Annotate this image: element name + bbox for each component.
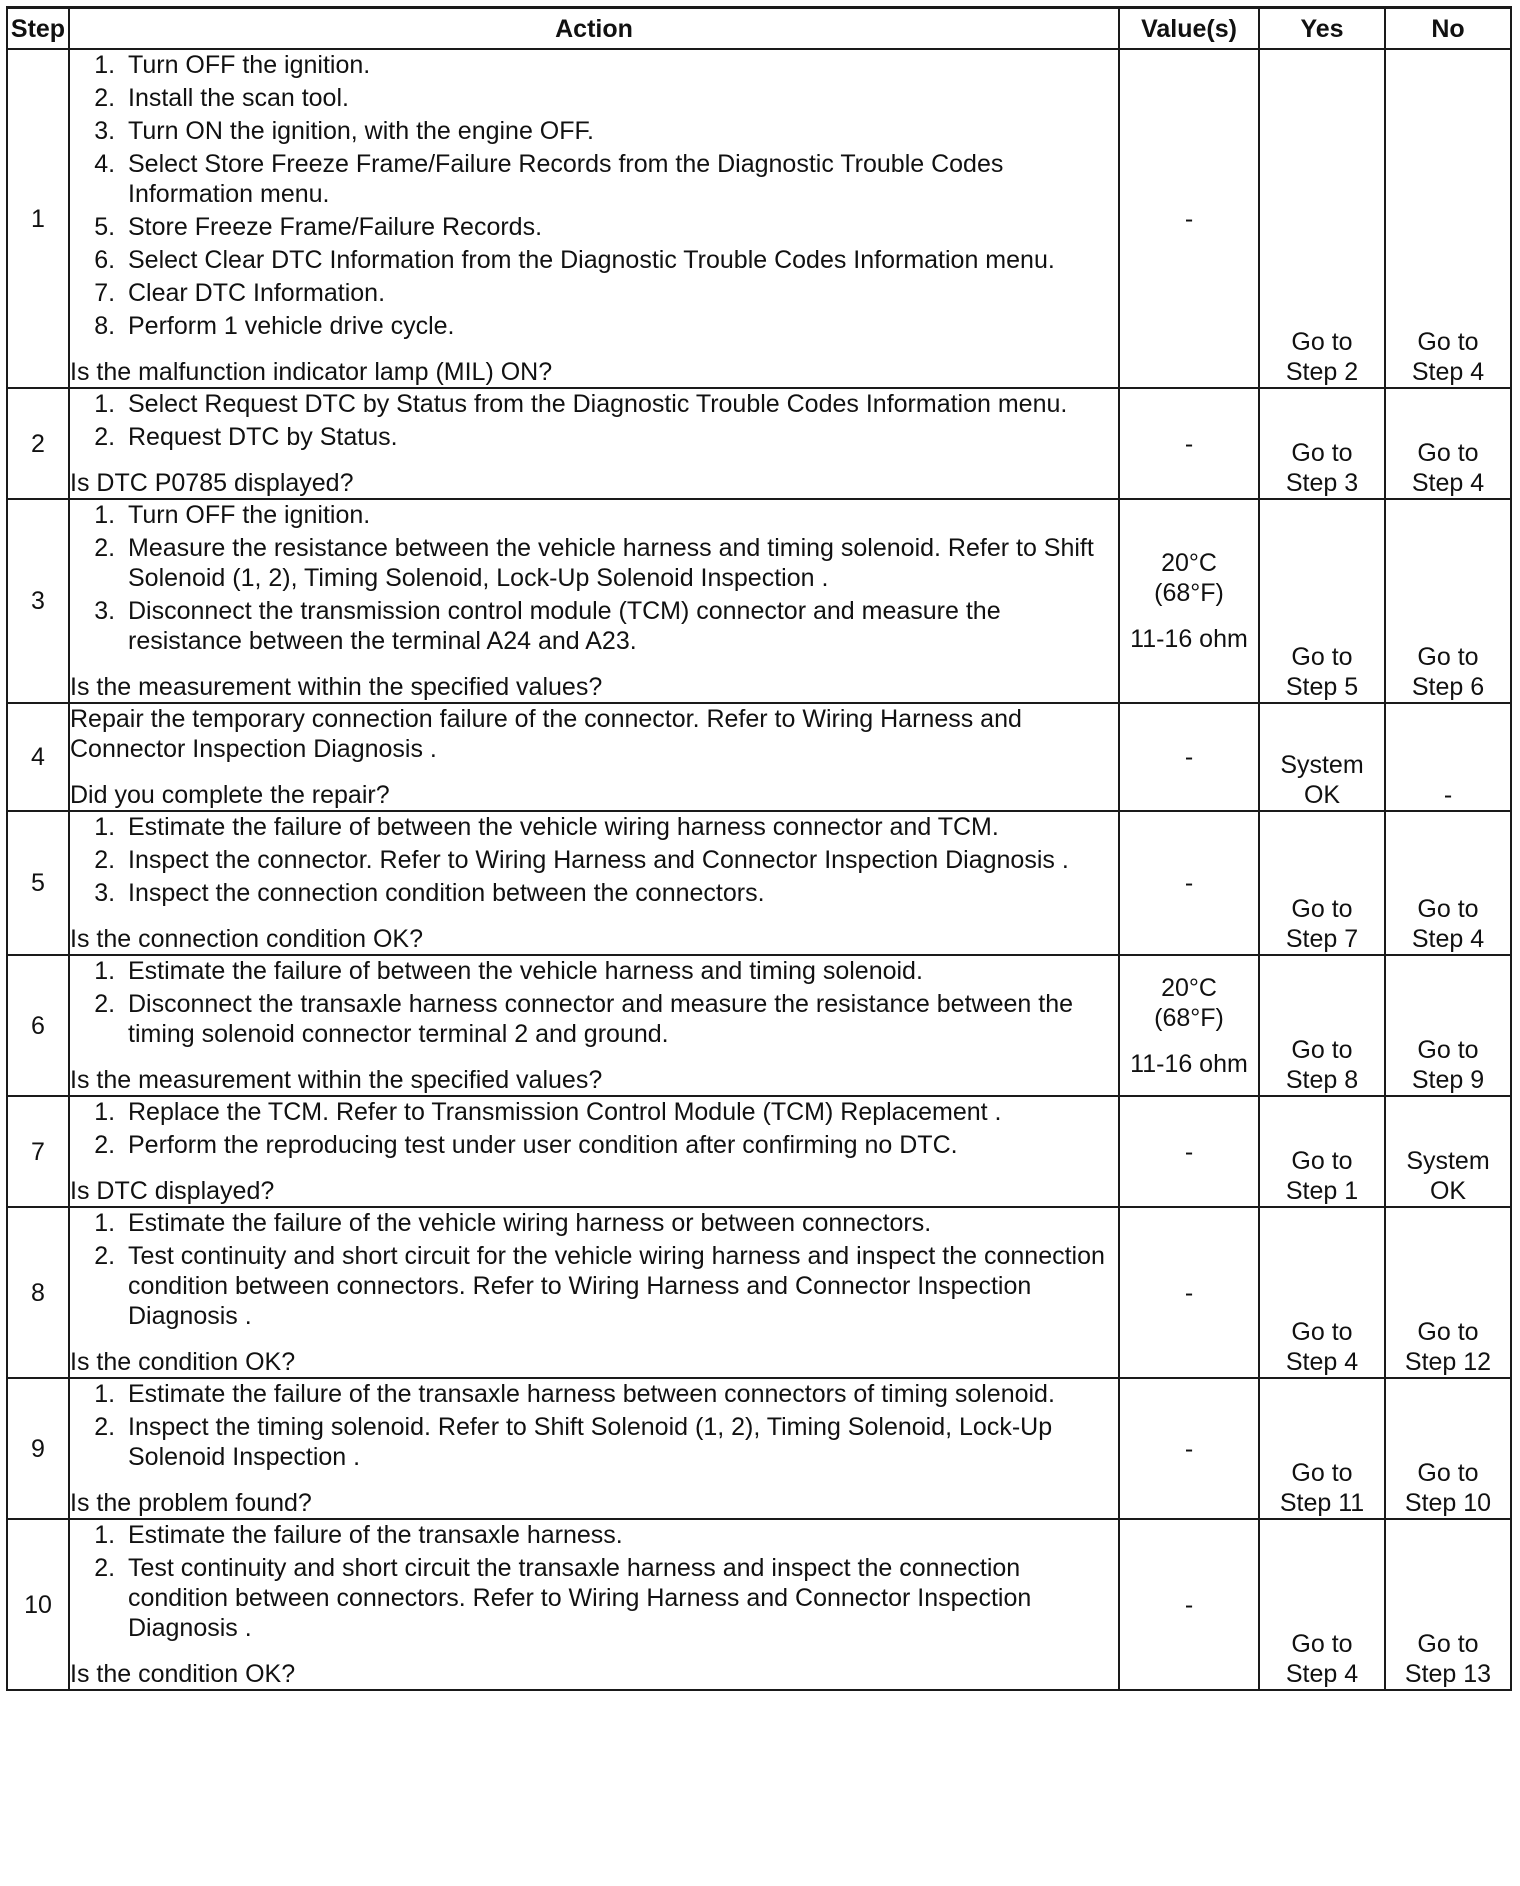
header-row xyxy=(7,8,1511,50)
no-cell xyxy=(1385,388,1511,499)
action-item: 1. Select Request DTC by Status from the Diagnostic Trouble Codes Information menu. xyxy=(122,389,1118,419)
yes-step: Step 11 xyxy=(1279,1489,1365,1517)
value-temp-c: 20°C xyxy=(1161,549,1217,577)
table-row xyxy=(7,499,1511,703)
action-item: 1. Turn OFF the ignition. xyxy=(122,50,1118,80)
yes-step: Step 2 xyxy=(1285,358,1359,386)
action-cell xyxy=(69,49,1119,388)
action-question: Is the measurement within the specified values? xyxy=(70,673,603,701)
step-number: 2 xyxy=(7,388,69,499)
action-list xyxy=(70,1520,1118,1643)
no-step: Step 12 xyxy=(1404,1348,1492,1376)
diagnostic-procedure xyxy=(6,6,1512,1691)
action-item: 1. Estimate the failure of the transaxle harness. xyxy=(122,1520,1118,1550)
yes-text: Go to xyxy=(1291,328,1353,356)
action-cell xyxy=(69,1519,1119,1690)
action-cell xyxy=(69,1207,1119,1378)
table-row xyxy=(7,955,1511,1096)
no-step: OK xyxy=(1429,1177,1467,1205)
no-cell xyxy=(1385,1207,1511,1378)
action-cell xyxy=(69,499,1119,703)
no-cell xyxy=(1385,1096,1511,1207)
value-temp-c: 20°C xyxy=(1161,973,1217,1002)
no-step: Step 4 xyxy=(1411,925,1485,953)
no-text: Go to xyxy=(1417,1036,1479,1064)
yes-cell xyxy=(1259,811,1385,955)
action-item: 1. Turn OFF the ignition. xyxy=(122,500,1118,530)
no-text: Go to xyxy=(1417,1318,1479,1346)
action-item: 2. Perform the reproducing test under user condition after confirming no DTC. xyxy=(122,1130,1118,1160)
action-item: 7. Clear DTC Information. xyxy=(122,278,1118,308)
action-text: Repair the temporary connection failure of the connector. Refer to Wiring Harness and Connector Inspection Diagnosis . xyxy=(70,705,1022,763)
yes-cell xyxy=(1259,388,1385,499)
no-text: System xyxy=(1406,1147,1490,1175)
action-list xyxy=(70,1097,1118,1160)
table-row xyxy=(7,388,1511,499)
yes-text: Go to xyxy=(1291,1147,1353,1175)
value-cell: - xyxy=(1119,1096,1259,1207)
action-list xyxy=(70,956,1118,1049)
header-values: Value(s) xyxy=(1119,8,1259,50)
yes-text: Go to xyxy=(1291,1630,1353,1658)
yes-text: Go to xyxy=(1291,439,1353,467)
yes-cell xyxy=(1259,1378,1385,1519)
action-item: 6. Select Clear DTC Information from the Diagnostic Trouble Codes Information menu. xyxy=(122,245,1118,275)
table-row xyxy=(7,1207,1511,1378)
no-cell xyxy=(1385,703,1511,811)
step-number: 10 xyxy=(7,1519,69,1690)
action-question: Is the condition OK? xyxy=(70,1660,296,1688)
action-cell xyxy=(69,1096,1119,1207)
no-step: Step 4 xyxy=(1411,469,1485,497)
yes-step: Step 1 xyxy=(1285,1177,1359,1205)
yes-cell xyxy=(1259,499,1385,703)
value-resistance: 11-16 ohm xyxy=(1130,625,1248,653)
step-number: 4 xyxy=(7,703,69,811)
step-number: 3 xyxy=(7,499,69,703)
action-item: 2. Test continuity and short circuit for the vehicle wiring harness and inspect the connection condition between connectors. Refer to Wiring Harness and Connector Inspection Diagnosis . xyxy=(122,1241,1118,1331)
no-text: - xyxy=(1443,781,1453,809)
diagnostic-table xyxy=(6,6,1512,1691)
yes-cell xyxy=(1259,1096,1385,1207)
yes-text: Go to xyxy=(1291,1036,1353,1064)
step-number: 1 xyxy=(7,49,69,388)
yes-step: Step 8 xyxy=(1285,1066,1359,1094)
action-item: 1. Estimate the failure of the vehicle wiring harness or between connectors. xyxy=(122,1208,1118,1238)
value-temp-f: (68°F) xyxy=(1154,579,1224,607)
value-cell: - xyxy=(1119,811,1259,955)
action-question: Is the malfunction indicator lamp (MIL) ON? xyxy=(70,358,553,386)
header-yes: Yes xyxy=(1259,8,1385,50)
action-list xyxy=(70,389,1118,452)
action-cell xyxy=(69,811,1119,955)
no-step: Step 9 xyxy=(1411,1066,1485,1094)
table-row xyxy=(7,1378,1511,1519)
yes-step: Step 3 xyxy=(1285,469,1359,497)
action-question: Is the condition OK? xyxy=(70,1348,296,1376)
no-cell xyxy=(1385,955,1511,1096)
action-question: Is the problem found? xyxy=(70,1489,312,1517)
action-item: 5. Store Freeze Frame/Failure Records. xyxy=(122,212,1118,242)
no-step: Step 4 xyxy=(1411,358,1485,386)
value-cell: - xyxy=(1119,1378,1259,1519)
yes-step: Step 5 xyxy=(1285,673,1359,701)
value-cell: - xyxy=(1119,703,1259,811)
yes-cell xyxy=(1259,955,1385,1096)
value-temp-f: (68°F) xyxy=(1154,1003,1224,1032)
no-cell xyxy=(1385,1519,1511,1690)
no-cell xyxy=(1385,1378,1511,1519)
action-item: 3. Disconnect the transmission control module (TCM) connector and measure the resistance between the terminal A24 and A23. xyxy=(122,596,1118,656)
yes-text: Go to xyxy=(1291,1459,1353,1487)
action-cell xyxy=(69,1378,1119,1519)
yes-step: Step 4 xyxy=(1285,1348,1359,1376)
action-question: Did you complete the repair? xyxy=(70,781,390,809)
action-cell xyxy=(69,388,1119,499)
table-row xyxy=(7,1519,1511,1690)
action-cell xyxy=(69,703,1119,811)
value-cell: - xyxy=(1119,49,1259,388)
step-number: 9 xyxy=(7,1378,69,1519)
yes-cell xyxy=(1259,703,1385,811)
no-text: Go to xyxy=(1417,895,1479,923)
step-number: 6 xyxy=(7,955,69,1096)
table-row xyxy=(7,1096,1511,1207)
value-cell xyxy=(1119,499,1259,703)
table-row xyxy=(7,703,1511,811)
table-body xyxy=(7,49,1511,1690)
value-cell: - xyxy=(1119,1207,1259,1378)
value-cell: - xyxy=(1119,388,1259,499)
table-row xyxy=(7,811,1511,955)
action-list xyxy=(70,50,1118,341)
yes-text: Go to xyxy=(1291,895,1353,923)
step-number: 7 xyxy=(7,1096,69,1207)
action-list xyxy=(70,812,1118,908)
yes-step: Step 4 xyxy=(1285,1660,1359,1688)
action-question: Is DTC P0785 displayed? xyxy=(70,469,354,497)
action-item: 1. Estimate the failure of between the vehicle wiring harness connector and TCM. xyxy=(122,812,1118,842)
action-item: 2. Test continuity and short circuit the transaxle harness and inspect the connection condition between connectors. Refer to Wiring Harness and Connector Inspection Diagnosis . xyxy=(122,1553,1118,1643)
yes-cell xyxy=(1259,1207,1385,1378)
action-item: 2. Disconnect the transaxle harness connector and measure the resistance between the timing solenoid connector terminal 2 and ground. xyxy=(122,989,1118,1049)
action-item: 1. Estimate the failure of the transaxle harness between connectors of timing solenoid. xyxy=(122,1379,1118,1409)
action-cell xyxy=(69,955,1119,1096)
action-item: 2. Inspect the timing solenoid. Refer to Shift Solenoid (1, 2), Timing Solenoid, Lock-Up Solenoid Inspection . xyxy=(122,1412,1118,1472)
yes-text: Go to xyxy=(1291,1318,1353,1346)
action-item: 4. Select Store Freeze Frame/Failure Records from the Diagnostic Trouble Codes Information menu. xyxy=(122,149,1118,209)
value-resistance: 11-16 ohm xyxy=(1130,1049,1248,1078)
no-text: Go to xyxy=(1417,1459,1479,1487)
action-item: 1. Estimate the failure of between the vehicle harness and timing solenoid. xyxy=(122,956,1118,986)
no-step: Step 10 xyxy=(1404,1489,1492,1517)
step-number: 5 xyxy=(7,811,69,955)
no-text: Go to xyxy=(1417,439,1479,467)
no-cell xyxy=(1385,499,1511,703)
action-list xyxy=(70,1208,1118,1331)
no-text: Go to xyxy=(1417,1630,1479,1658)
no-step: Step 6 xyxy=(1411,673,1485,701)
action-item: 2. Inspect the connector. Refer to Wiring Harness and Connector Inspection Diagnosis . xyxy=(122,845,1118,875)
action-item: 8. Perform 1 vehicle drive cycle. xyxy=(122,311,1118,341)
action-list xyxy=(70,500,1118,656)
no-cell xyxy=(1385,49,1511,388)
action-item: 3. Turn ON the ignition, with the engine OFF. xyxy=(122,116,1118,146)
action-question: Is the connection condition OK? xyxy=(70,925,424,953)
yes-step: OK xyxy=(1303,781,1341,809)
action-question: Is the measurement within the specified values? xyxy=(70,1066,603,1094)
action-item: 3. Inspect the connection condition between the connectors. xyxy=(122,878,1118,908)
yes-cell xyxy=(1259,1519,1385,1690)
action-item: 2. Request DTC by Status. xyxy=(122,422,1118,452)
action-list xyxy=(70,1379,1118,1472)
action-question: Is DTC displayed? xyxy=(70,1177,275,1205)
yes-text: System xyxy=(1280,751,1364,779)
yes-text: Go to xyxy=(1291,643,1353,671)
table-row xyxy=(7,49,1511,388)
action-item: 1. Replace the TCM. Refer to Transmission Control Module (TCM) Replacement . xyxy=(122,1097,1118,1127)
no-cell xyxy=(1385,811,1511,955)
header-step: Step xyxy=(7,8,69,50)
action-item: 2. Measure the resistance between the vehicle harness and timing solenoid. Refer to Shift Solenoid (1, 2), Timing Solenoid, Lock-Up Solenoid Inspection . xyxy=(122,533,1118,593)
yes-cell xyxy=(1259,49,1385,388)
header-no: No xyxy=(1385,8,1511,50)
yes-step: Step 7 xyxy=(1285,925,1359,953)
no-text: Go to xyxy=(1417,643,1479,671)
step-number: 8 xyxy=(7,1207,69,1378)
no-text: Go to xyxy=(1417,328,1479,356)
value-cell xyxy=(1119,955,1259,1096)
action-item: 2. Install the scan tool. xyxy=(122,83,1118,113)
no-step: Step 13 xyxy=(1404,1660,1492,1688)
header-action: Action xyxy=(69,8,1119,50)
value-cell: - xyxy=(1119,1519,1259,1690)
